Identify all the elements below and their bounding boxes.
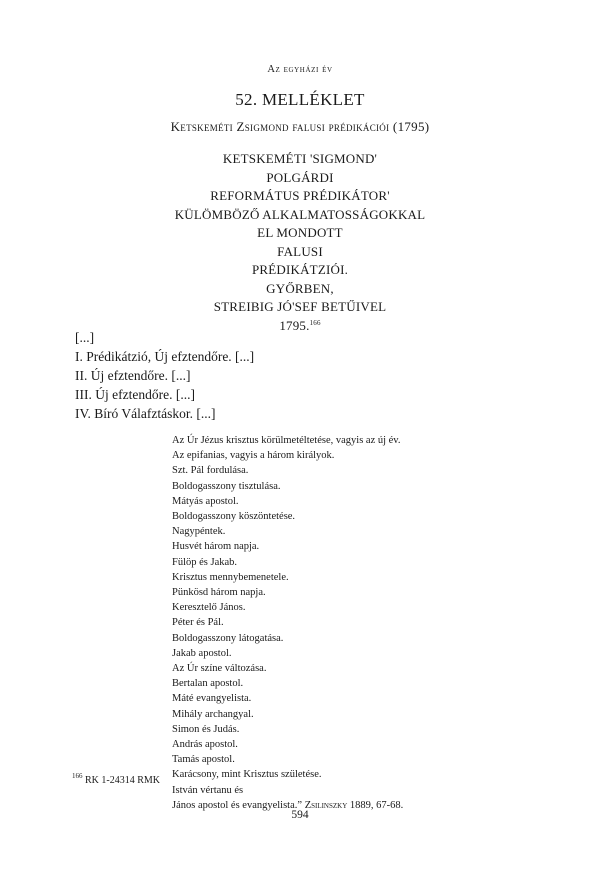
quote-line: Krisztus mennybemenetele. bbox=[172, 571, 289, 583]
running-head: Az egyházi év bbox=[267, 64, 333, 75]
quote-line: Az Úr színe változása. bbox=[172, 663, 267, 675]
title-line: REFORMÁTUS PRÉDIKÁTOR' bbox=[210, 188, 390, 203]
title-line: EL MONDOTT bbox=[257, 225, 343, 240]
title-line: KÜLÖMBÖZŐ ALKALMATOSSÁGOKKAL bbox=[174, 206, 426, 222]
title-line: GYŐRBEN, bbox=[266, 280, 334, 296]
quote-line: Az epifanias, vagyis a három királyok. bbox=[172, 450, 335, 462]
quote-line-text: János apostol és evangyelista.” bbox=[172, 799, 303, 811]
quote-line: Mihály archangyal. bbox=[172, 708, 254, 720]
contents-item: II. Új efztendőre. [...] bbox=[75, 368, 191, 383]
title-line: STREIBIG JÓ'SEF BETŰIVEL bbox=[213, 299, 387, 314]
quote-line: Boldogasszony tisztulása. bbox=[172, 480, 281, 492]
quote-line: István vértanu és bbox=[172, 784, 244, 796]
quote-line: Pünkösd három napja. bbox=[172, 587, 266, 599]
feast-days-quote bbox=[172, 433, 403, 813]
quote-line: Keresztelő János. bbox=[172, 602, 246, 614]
quote-line: Az Úr Jézus krisztus körülmetéltetése, vagyis az új év. bbox=[172, 435, 401, 446]
title-line: FALUSI bbox=[277, 243, 323, 259]
footnote-text: RK 1-24314 RMK bbox=[85, 775, 161, 786]
quote-line: Husvét három napja. bbox=[172, 541, 260, 553]
quote-line: Bertalan apostol. bbox=[172, 678, 244, 690]
contents-item: I. Prédikátzió, Új efztendőre. [...] bbox=[75, 349, 255, 364]
quote-line: Karácsony, mint Krisztus születése. bbox=[172, 769, 322, 781]
title-page-transcription bbox=[0, 150, 600, 335]
chapter-title: 52. MELLÉKLET bbox=[235, 90, 365, 109]
title-line: POLGÁRDI bbox=[266, 169, 334, 185]
title-line: KETSKEMÉTI 'SIGMOND' bbox=[222, 151, 378, 166]
quote-line: Mátyás apostol. bbox=[172, 495, 239, 507]
quote-line: András apostol. bbox=[172, 739, 238, 751]
contents-item: III. Új efztendőre. [...] bbox=[75, 387, 195, 402]
page-number: 594 bbox=[291, 809, 309, 821]
contents-item: [...] bbox=[75, 330, 95, 345]
citation-author: Zsilinszky bbox=[304, 799, 348, 811]
footnote-number: 166 bbox=[72, 772, 83, 780]
quote-line: Simon és Judás. bbox=[172, 723, 240, 735]
footnote-reference[interactable]: 166 bbox=[309, 318, 321, 327]
title-line: PRÉDIKÁTZIÓI. bbox=[251, 262, 349, 277]
contents-list bbox=[75, 328, 254, 423]
quote-line: Máté evangyelista. bbox=[172, 693, 252, 705]
citation-pages: 1889, 67-68. bbox=[349, 799, 404, 811]
quote-line: Péter és Pál. bbox=[172, 617, 224, 629]
quote-line: Boldogasszony látogatása. bbox=[172, 632, 284, 644]
footnote bbox=[72, 772, 161, 786]
quote-line: Nagypéntek. bbox=[172, 526, 226, 538]
quote-line: Fülöp és Jakab. bbox=[172, 556, 238, 568]
quote-line: Tamás apostol. bbox=[172, 754, 235, 766]
contents-item: IV. Bíró Válafztáskor. [...] bbox=[75, 406, 216, 421]
quote-line: Szt. Pál fordulása. bbox=[172, 465, 249, 477]
title-year: 1795. bbox=[279, 317, 310, 333]
chapter-subtitle: Ketskeméti Zsigmond falusi prédikációi (1795) bbox=[170, 119, 430, 134]
quote-line: Boldogasszony köszöntetése. bbox=[172, 511, 296, 523]
quote-line: Jakab apostol. bbox=[172, 647, 232, 659]
